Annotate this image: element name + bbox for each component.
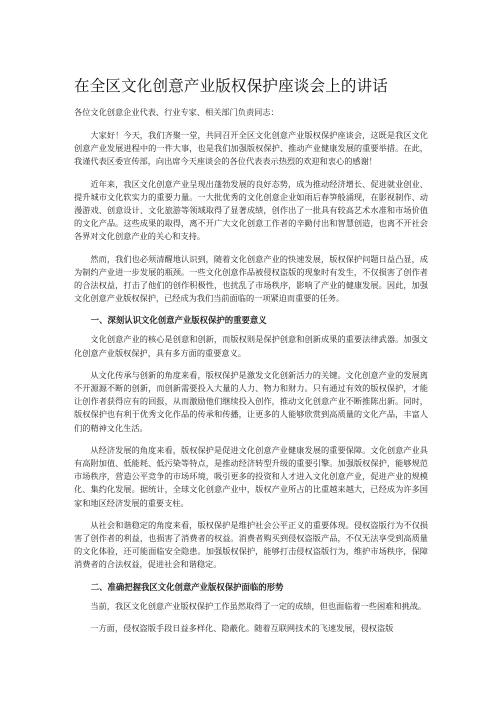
document-title: 在全区文化创意产业版权保护座谈会上的讲话: [74, 77, 389, 95]
section-heading: 一、深刻认识文化创意产业版权保护的重要意义: [90, 315, 267, 326]
paragraph: 然而，我们也必须清醒地认识到，随着文化创意产业的快速发展，版权保护问题日益凸显，成为制约产业进一步发展的瓶颈。一些文化创意作品被侵权盗版的现象时有发生，不仅损害了创作者的合法权益，打击了他们的创作积极性，也扰乱了市场秩序，影响了产业的健康发展。因此，加强文化创意产业版权保护，已经成为我们当前面临的一项紧迫而重要的任务。: [74, 253, 428, 304]
paragraph: 从社会和谐稳定的角度来看，版权保护是维护社会公平正义的重要体现。侵权盗版行为不仅损害了创作者的利益，也损害了消费者的权益。消费者购买到侵权盗版产品，不仅无法享受到高质量的文化体验，还可能面临安全隐患。加强版权保护，能够打击侵权盗版行为，维护市场秩序，保障消费者的合法权益，促进社会和谐稳定。: [74, 519, 428, 570]
section-heading: 二、准确把握我区文化创意产业版权保护面临的形势: [90, 581, 284, 592]
paragraph: 从经济发展的角度来看，版权保护是促进文化创意产业健康发展的重要保障。文化创意产业具有高附加值、低能耗、低污染等特点，是推动经济转型升级的重要引擎。加强版权保护，能够规范市场秩序，营造公平竞争的市场环境，吸引更多的投资和人才进入文化创意产业，促进产业的规模化、集约化发展。据统计，全球文化创意产业中，版权产业所占的比重越来越大，已经成为许多国家和地区经济发展的重要支柱。: [74, 444, 428, 508]
greeting: 各位文化创意企业代表、行业专家、相关部门负责同志：: [74, 107, 279, 117]
paragraph: 大家好！今天，我们齐聚一堂，共同召开全区文化创意产业版权保护座谈会，这既是我区文化创意产业发展进程中的一件大事，也是我们加强版权保护、推动产业健康发展的重要举措。在此，我谨代表区委宣传部，向出席今天座谈会的各位代表表示热烈的欢迎和衷心的感谢！: [74, 130, 428, 167]
paragraph: 一方面，侵权盗版手段日益多样化、隐蔽化。随着互联网技术的飞速发展，侵权盗版: [90, 622, 394, 633]
paragraph: 文化创意产业的核心是创意和创新，而版权则是保护创意和创新成果的重要法律武器。加强文化创意产业版权保护，具有多方面的重要意义。: [74, 334, 428, 358]
paragraph: 当前，我区文化创意产业版权保护工作虽然取得了一定的成绩，但也面临着一些困难和挑战。: [90, 600, 427, 611]
paragraph: 近年来，我区文化创意产业呈现出蓬勃发展的良好态势，成为推动经济增长、促进就业创业、提升城市文化软实力的重要力量。一大批优秀的文化创意企业如雨后春笋般涌现，在影视制作、动漫游戏、创意设计、文化旅游等领域取得了显著成绩，创作出了一批具有较高艺术水准和市场价值的文化产品。这些成果的取得，离不开广大文化创意工作者的辛勤付出和智慧创造，也离不开社会各界对文化创意产业的关心和支持。: [74, 178, 428, 242]
paragraph: 从文化传承与创新的角度来看，版权保护是激发文化创新活力的关键。文化创意产业的发展离不开源源不断的创新，而创新需要投入大量的人力、物力和财力。只有通过有效的版权保护，才能让创作者获得应有的回报，从而激励他们继续投入创作，推动文化创意产业不断推陈出新。同时，版权保护也有利于优秀文化作品的传承和传播，让更多的人能够欣赏到高质量的文化产品，丰富人们的精神文化生活。: [74, 369, 428, 433]
